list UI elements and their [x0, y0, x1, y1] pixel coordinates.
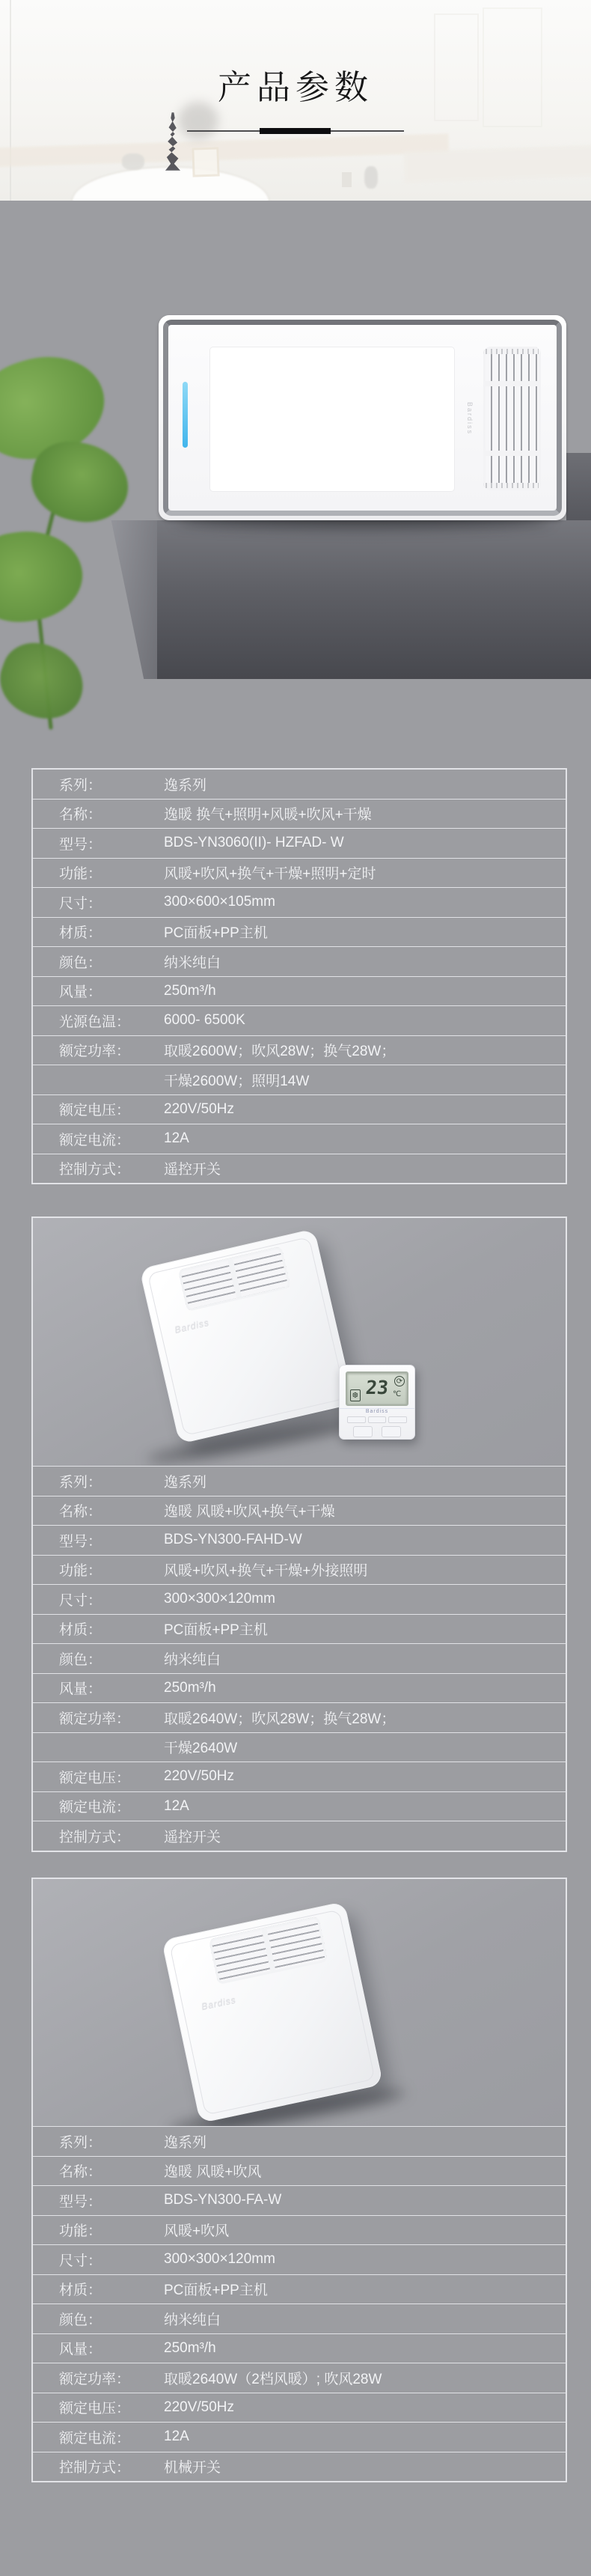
spec-value: 取暖2600W；吹风28W；换气28W； [164, 1044, 396, 1060]
spec-value: 逸系列 [164, 2134, 207, 2151]
spec-label: 颜色： [59, 2312, 102, 2328]
spec-value: 12A [164, 1130, 189, 1147]
spec-value: 12A [164, 1797, 189, 1814]
spec-row [33, 2156, 566, 2186]
spec-label: 功能： [59, 1563, 102, 1580]
spec-value: 250m³/h [164, 1679, 216, 1696]
fan-icon: ❆ [350, 1389, 361, 1401]
grille-band [486, 451, 539, 456]
spec-label: 材质： [59, 1622, 102, 1639]
product-card-3 [31, 1878, 567, 2482]
spec-row [33, 2185, 566, 2215]
spec-row [33, 1466, 566, 1496]
brand-logo-vertical: Bardiss [466, 402, 474, 436]
spec-row [33, 1584, 566, 1614]
spec-label: 功能： [59, 866, 102, 883]
spec-row [33, 2333, 566, 2363]
spec-row [33, 1673, 566, 1703]
spec-label: 额定电压： [59, 2401, 131, 2417]
spec-row [33, 1555, 566, 1585]
spec-value: 纳米纯白 [164, 2312, 221, 2328]
spec-value: 300×600×105mm [164, 894, 275, 910]
spec-row [33, 887, 566, 917]
mode-icon: ⟳ [394, 1376, 405, 1386]
spec-value: 风暖+吹风+换气+干燥+照明+定时 [164, 866, 376, 883]
brand-logo: Bardiss [174, 1318, 211, 1336]
photo-wall-outlet [342, 172, 352, 187]
remote-button [353, 1426, 373, 1437]
spec-row [33, 946, 566, 976]
product-photo-square-heater [139, 1228, 355, 1444]
spec-row [33, 2452, 566, 2482]
grille-band [486, 381, 539, 386]
photo-faucet [122, 153, 144, 170]
spec-label: 尺寸： [59, 895, 102, 912]
spec-value: 干燥2600W；照明14W [164, 1073, 310, 1089]
spec-value: 机械开关 [164, 2460, 221, 2476]
spec-row [33, 2422, 566, 2452]
spec-row [33, 1614, 566, 1644]
spec-label: 风量： [59, 2342, 102, 2358]
spec-row [33, 2126, 566, 2156]
photo-counter-right [403, 144, 591, 183]
spec-value: 逸暖 风暖+吹风+换气+干燥 [164, 1504, 335, 1520]
spec-row [33, 1124, 566, 1154]
spec-label: 额定功率： [59, 1044, 131, 1060]
spec-value: 250m³/h [164, 982, 216, 999]
spec-row [33, 1496, 566, 1526]
spec-label: 风量： [59, 1681, 102, 1698]
spec-value: 取暖2640W（2档风暖）; 吹风28W [164, 2371, 382, 2387]
spec-row [33, 2274, 566, 2304]
product-card-2 [31, 1217, 567, 1852]
spec-row [33, 2363, 566, 2393]
product-photo-area-3 [33, 1879, 566, 2126]
hero-section [0, 0, 591, 201]
spec-value: 300×300×120mm [164, 1591, 275, 1607]
grille-band [486, 349, 539, 354]
spec-value: 风暖+吹风 [164, 2223, 230, 2240]
spec-label: 控制方式： [59, 1162, 131, 1178]
remote-key [347, 1416, 366, 1423]
spec-row [33, 828, 566, 858]
spec-label: 名称： [59, 1504, 102, 1520]
spec-label: 额定电压： [59, 1770, 131, 1786]
spec-value: 遥控开关 [164, 1162, 221, 1178]
spec-label: 型号： [59, 836, 102, 853]
spec-value: BDS-YN300-FA-W [164, 2192, 282, 2208]
spec-row [33, 1525, 566, 1555]
spec-table-2 [33, 1466, 566, 1851]
spec-label: 控制方式： [59, 1829, 131, 1845]
plant-decoration [0, 352, 150, 801]
spec-row [33, 799, 566, 829]
spec-value: BDS-YN300-FAHD-W [164, 1532, 302, 1548]
spec-value: PC面板+PP主机 [164, 2283, 268, 2299]
spec-label: 功能： [59, 2223, 102, 2240]
spec-row [33, 1005, 566, 1035]
spec-label: 型号： [59, 1533, 102, 1550]
remote-key [388, 1416, 407, 1423]
spec-row-continuation [33, 1065, 566, 1094]
spec-value: 取暖2640W；吹风28W；换气28W； [164, 1711, 396, 1727]
spec-label: 材质： [59, 2283, 102, 2299]
spec-label: 额定电压： [59, 1103, 131, 1119]
lcd-unit: ℃ [393, 1390, 402, 1398]
spec-row [33, 1821, 566, 1851]
spec-value: 12A [164, 2429, 189, 2445]
spec-value: 遥控开关 [164, 1829, 221, 1845]
spec-row [33, 1154, 566, 1184]
spec-value: 220V/50Hz [164, 1100, 235, 1117]
spec-row [33, 1791, 566, 1821]
spec-label: 风量： [59, 984, 102, 1001]
plant-leaf [0, 524, 88, 629]
lcd-temperature: 23 [364, 1377, 390, 1398]
page-title: 产品参数 [217, 68, 373, 106]
spec-row-continuation [33, 1732, 566, 1762]
spec-table-3 [33, 2126, 566, 2481]
grille-divider [261, 1929, 275, 1971]
spec-label: 光源色温： [59, 1014, 131, 1030]
spec-label: 材质： [59, 925, 102, 942]
spec-value: 300×300×120mm [164, 2251, 275, 2268]
spec-row [33, 1094, 566, 1124]
spec-label: 额定功率： [59, 2371, 131, 2387]
light-panel [210, 347, 454, 491]
spec-value: 220V/50Hz [164, 2399, 235, 2415]
spec-label: 尺寸： [59, 1592, 102, 1609]
spec-value: PC面板+PP主机 [164, 1622, 268, 1639]
remote-key [368, 1416, 387, 1423]
spec-value: 6000- 6500K [164, 1012, 245, 1029]
grille-band [486, 483, 539, 488]
spec-row [33, 2393, 566, 2423]
title-divider [187, 128, 404, 135]
spec-label: 额定功率： [59, 1711, 131, 1727]
remote-button [382, 1426, 401, 1437]
spec-value: 干燥2640W [164, 1741, 238, 1757]
remote-lcd [346, 1371, 408, 1406]
spec-value: 250m³/h [164, 2339, 216, 2356]
spec-label: 额定电流： [59, 1132, 131, 1148]
spec-value: 纳米纯白 [164, 954, 221, 971]
spec-label: 名称： [59, 807, 102, 823]
spec-value: 风暖+吹风+换气+干燥+外接照明 [164, 1563, 368, 1580]
spec-label: 颜色： [59, 954, 102, 971]
grille-divider [227, 1260, 241, 1298]
spec-label: 系列： [59, 2134, 102, 2151]
spec-label: 系列： [59, 777, 102, 794]
spec-label: 控制方式： [59, 2460, 131, 2476]
spec-row [33, 2244, 566, 2274]
pedestal-front-face [157, 520, 591, 679]
spec-label: 额定电流： [59, 2430, 131, 2446]
product-photo-square-heater [162, 1901, 384, 2124]
spec-row [33, 1035, 566, 1065]
spec-row [33, 2215, 566, 2245]
spec-table-1 [31, 768, 567, 1184]
photo-counter [0, 133, 449, 167]
ventilation-grille [483, 347, 541, 490]
spec-row [33, 1643, 566, 1673]
spec-row [33, 1762, 566, 1791]
spec-row [33, 976, 566, 1006]
remote-control [339, 1365, 415, 1440]
photo-faucet [364, 166, 378, 189]
product-photo-area-2 [33, 1218, 566, 1466]
spec-row [33, 2304, 566, 2333]
spec-row [33, 858, 566, 888]
spec-value: BDS-YN3060(II)- HZFAD- W [164, 835, 344, 851]
spec-value: 逸暖 风暖+吹风 [164, 2164, 262, 2181]
spec-row [33, 1702, 566, 1732]
spec-label: 尺寸： [59, 2253, 102, 2269]
plant-leaf [0, 633, 94, 730]
product-photo-wide-heater [159, 315, 566, 520]
spec-value: 逸系列 [164, 1474, 207, 1491]
brand-logo: Bardiss [200, 1994, 238, 2013]
spec-label: 系列： [59, 1474, 102, 1491]
spec-value: 220V/50Hz [164, 1768, 235, 1785]
spec-row [33, 917, 566, 947]
photo-small-frame [192, 147, 219, 177]
spec-label: 型号： [59, 2193, 102, 2210]
spec-label: 额定电流： [59, 1800, 131, 1816]
spec-value: 逸系列 [164, 777, 207, 794]
photo-bathtub [71, 166, 270, 201]
pedestal-back-edge [566, 453, 591, 522]
remote-buttons [353, 1426, 401, 1437]
remote-brand: Bardiss [340, 1408, 414, 1414]
spec-value: 逸暖 换气+照明+风暖+吹风+干燥 [164, 807, 372, 823]
spec-label: 名称： [59, 2164, 102, 2181]
led-strip [183, 382, 188, 448]
spec-label: 颜色： [59, 1651, 102, 1668]
spec-value: 纳米纯白 [164, 1651, 221, 1668]
spec-value: PC面板+PP主机 [164, 925, 268, 942]
heater-face [168, 325, 557, 511]
remote-button-bar [347, 1416, 407, 1423]
divider-thick-segment [260, 128, 331, 134]
